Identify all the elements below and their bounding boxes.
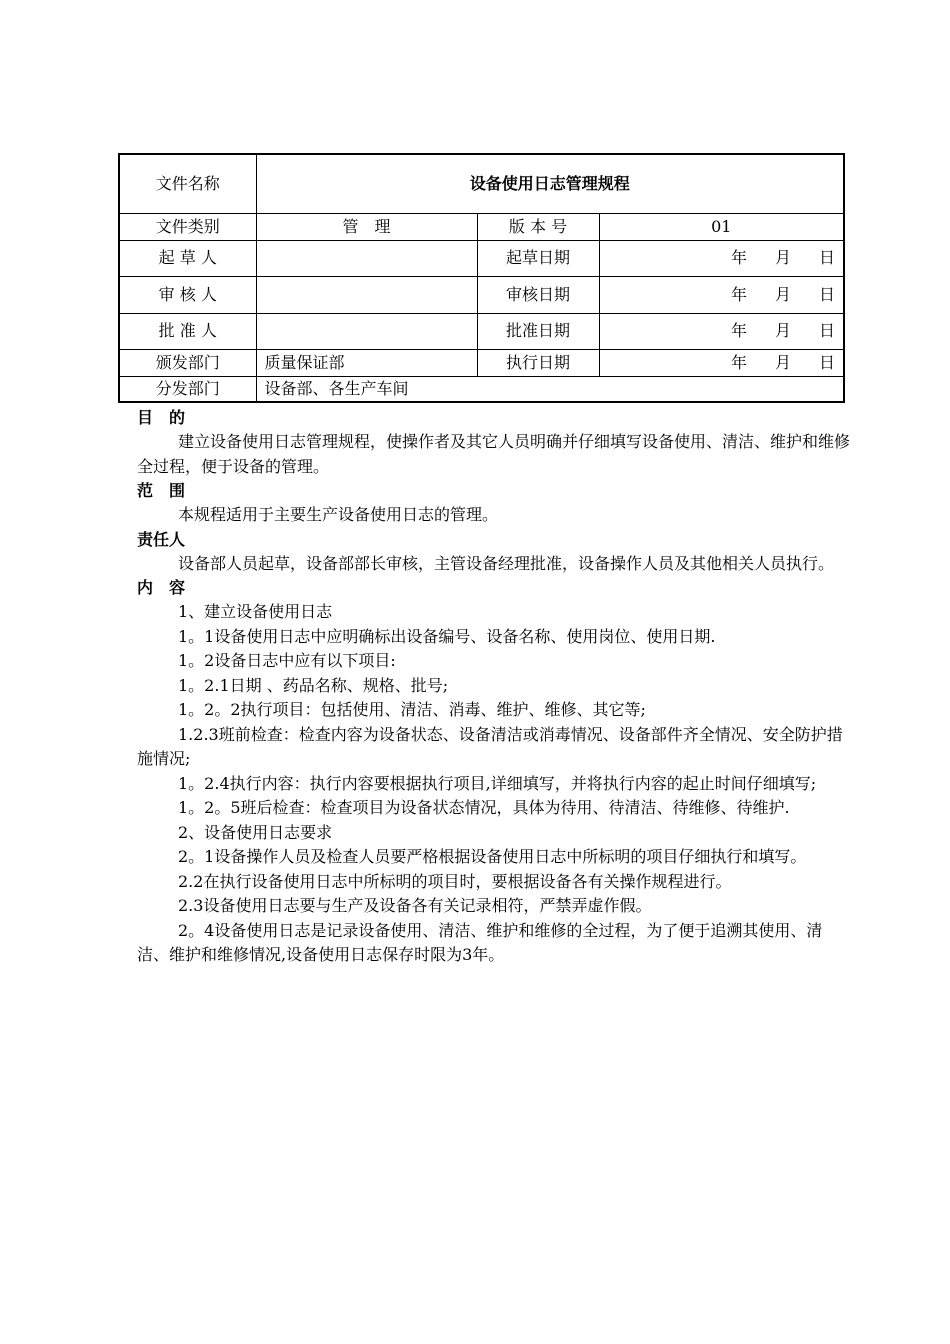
day-unit: 日: [819, 248, 836, 267]
content-item: 1。1设备使用日志中应明确标出设备编号、设备名称、使用岗位、使用日期.: [178, 626, 716, 646]
drafter-row: [119, 240, 844, 276]
year-unit: 年: [730, 248, 747, 267]
category-value: 管 理: [256, 213, 477, 240]
content-item: 1。2。5班后检查：检查项目为设备状态情况，具体为待用、待清洁、待维修、待维护.: [178, 798, 790, 817]
approve-date-label: 批准日期: [477, 313, 599, 349]
review-date-value: [599, 276, 844, 313]
purpose-heading: 目 的: [137, 408, 186, 427]
month-unit: 月: [775, 248, 792, 267]
issuing-dept-label: 颁发部门: [119, 349, 256, 376]
reviewer-row: [119, 276, 844, 313]
year-unit: 年: [730, 321, 747, 340]
reviewer-value: [256, 276, 477, 313]
category-label: 文件类别: [119, 213, 256, 240]
draft-date-value: [599, 240, 844, 276]
draft-date-label: 起草日期: [477, 240, 599, 276]
content-heading: 内 容: [137, 578, 186, 597]
day-unit: 日: [819, 284, 836, 304]
responsibility-text: 设备部人员起草，设备部部长审核，主管设备经理批准，设备操作人员及其他相关人员执行。: [178, 553, 835, 573]
file-name-label: 文件名称: [119, 154, 256, 213]
effective-date-value: [599, 349, 844, 376]
approver-row: [119, 313, 844, 349]
content-item: 2.2在执行设备使用日志中所标明的项目时，要根据设备各有关操作规程进行。: [178, 871, 732, 891]
month-unit: 月: [775, 321, 792, 340]
content-item: 1。2.4执行内容：执行内容要根据执行项目,详细填写，并将执行内容的起止时间仔细填写;: [178, 773, 817, 793]
scope-heading: 范 围: [137, 481, 186, 500]
approve-date-value: [599, 313, 844, 349]
issuing-dept-row: [119, 349, 844, 376]
version-value: 01: [599, 213, 844, 240]
content-item: 1.2.3班前检查：检查内容为设备状态、设备清洁或消毒情况、设备部件齐全情况、安全防护措施情况;: [137, 724, 843, 768]
review-date-label: 审核日期: [477, 276, 599, 313]
drafter-label: 起 草 人: [119, 240, 256, 276]
content-item: 1、建立设备使用日志: [178, 602, 333, 621]
drafter-value: [256, 240, 477, 276]
reviewer-label: 审 核 人: [119, 276, 256, 313]
document-header-table: [118, 153, 845, 403]
day-unit: 日: [819, 352, 836, 372]
content-item: 2。4设备使用日志是记录设备使用、清洁、维护和维修的全过程，为了便于追溯其使用、清洁、维护和维修情况,设备使用日志保存时限为3年。: [137, 920, 823, 964]
distribution-label: 分发部门: [119, 376, 256, 402]
scope-text: 本规程适用于主要生产设备使用日志的管理。: [178, 505, 499, 524]
document-body: [137, 406, 853, 968]
approver-label: 批 准 人: [119, 313, 256, 349]
content-item: 2、设备使用日志要求: [178, 822, 333, 842]
content-item: 2。1设备操作人员及检查人员要严格根据设备使用日志中所标明的项目仔细执行和填写。: [178, 847, 807, 866]
content-item: 1。2.1日期 、药品名称、规格、批号;: [178, 675, 449, 695]
purpose-text: 建立设备使用日志管理规程，使操作者及其它人员明确并仔细填写设备使用、清洁、维护和维修全过程，便于设备的管理。: [137, 432, 851, 476]
content-item: 2.3设备使用日志要与生产及设备各有关记录相符，严禁弄虚作假。: [178, 896, 652, 915]
year-unit: 年: [730, 284, 747, 304]
issuing-dept-value: 质量保证部: [256, 349, 477, 376]
month-unit: 月: [775, 352, 792, 372]
approver-value: [256, 313, 477, 349]
distribution-value: 设备部、各生产车间: [256, 376, 844, 402]
document-title: 设备使用日志管理规程: [256, 154, 844, 213]
version-label: 版 本 号: [477, 213, 599, 240]
day-unit: 日: [819, 321, 836, 340]
responsibility-heading: 责任人: [137, 529, 186, 549]
year-unit: 年: [730, 352, 747, 372]
content-item: 1。2。2执行项目：包括使用、清洁、消毒、维护、维修、其它等;: [178, 700, 646, 719]
month-unit: 月: [775, 284, 792, 304]
content-item: 1。2设备日志中应有以下项目:: [178, 651, 396, 670]
effective-date-label: 执行日期: [477, 349, 599, 376]
